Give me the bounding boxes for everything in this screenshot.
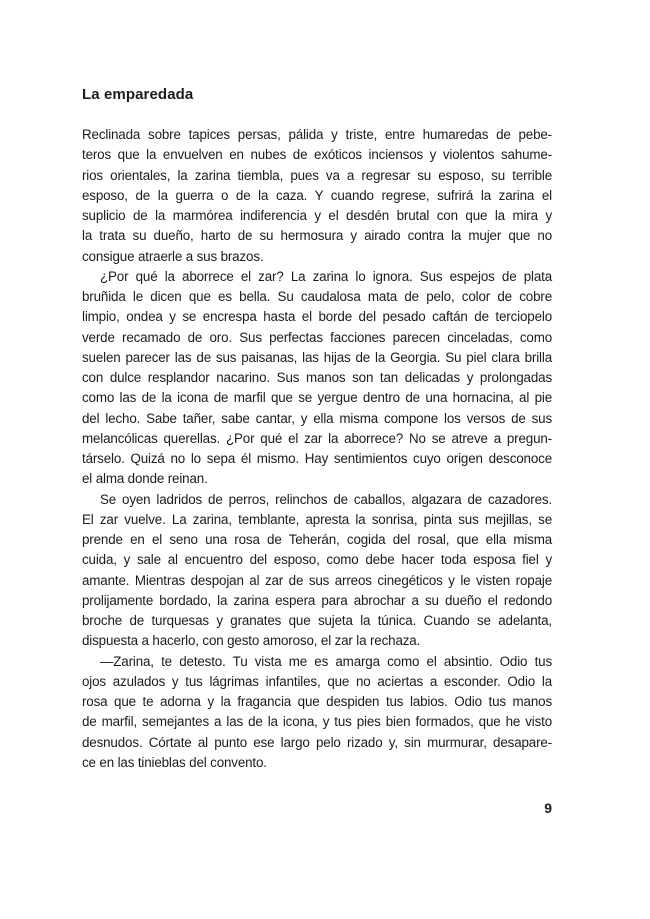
paragraph-4-line: de marfil, semejantes a las de la icona, y tus pies bien formados, que he visto bbox=[82, 714, 552, 730]
paragraph-1-line: suplicio de la marmórea indiferencia y el desdén brutal con que la mira y bbox=[82, 208, 552, 223]
paragraph-2-line: suelen parecer las de sus paisanas, las hijas de la Georgia. Su piel clara brilla bbox=[82, 349, 552, 365]
paragraph-2-line: del lecho. Sabe tañer, sabe cantar, y ella misma compone los versos de sus bbox=[82, 410, 552, 426]
paragraph-3-line: amante. Mientras despojan al zar de sus arreos cinegéticos y le visten ropaje bbox=[82, 572, 552, 588]
paragraph-2-line: melancólicas querellas. ¿Por qué el zar la aborrece? No se atreve a pregun- bbox=[82, 430, 552, 446]
paragraph-3-line: prolijamente bordado, la zarina espera para abrochar a su dueño el redondo bbox=[82, 592, 552, 608]
paragraph-1-line: esposo, de la guerra o de la caza. Y cuando regrese, sufrirá la zarina el bbox=[82, 187, 552, 203]
paragraph-2-line: verde recamado de oro. Sus perfectas facciones parecen cinceladas, como bbox=[82, 329, 552, 345]
paragraph-3-line: El zar vuelve. La zarina, temblante, apresta la sonrisa, pinta sus mejillas, se bbox=[82, 511, 552, 527]
chapter-body bbox=[82, 125, 552, 773]
paragraph-4-line: —Zarina, te detesto. Tu vista me es amarga como el absintio. Odio tus bbox=[100, 653, 552, 669]
paragraph-2-line: limpio, ondea y se encrespa hasta el borde del pesado caftán de terciopelo bbox=[82, 309, 552, 325]
paragraph-3-line: dispuesta a hacerlo, con gesto amoroso, el zar la rechaza. bbox=[82, 633, 421, 649]
paragraph-1-line: teros que la envuelven en nubes de exóticos inciensos y violentos sahume- bbox=[82, 147, 552, 163]
paragraph-2-line: como las de la icona de marfil que se yergue dentro de una hornacina, al pie bbox=[82, 390, 552, 406]
paragraph-4-line: desnudos. Córtate al punto ese largo pelo rizado y, sin murmurar, desapare- bbox=[82, 734, 552, 750]
paragraph-4-line: ce en las tinieblas del convento. bbox=[82, 754, 267, 770]
paragraph-2-line: ¿Por qué la aborrece el zar? La zarina lo ignora. Sus espejos de plata bbox=[100, 268, 552, 284]
chapter-title: La emparedada bbox=[82, 86, 194, 103]
paragraph-3-line: broche de turquesas y granates que sujeta la túnica. Cuando se adelanta, bbox=[82, 613, 552, 628]
paragraph-1-line: Reclinada sobre tapices persas, pálida y triste, entre humaredas de pebe- bbox=[82, 127, 552, 142]
paragraph-4-line: rosa que te adorna y la fragancia que despiden tus labios. Odio tus manos bbox=[82, 694, 552, 709]
paragraph-1-line: la trata su dueño, harto de su hermosura y airado contra la mujer que no bbox=[82, 228, 552, 244]
paragraph-3-line: cuida, y sale al encuentro del esposo, como debe hacer toda esposa fiel y bbox=[82, 552, 552, 568]
paragraph-3-line: prende en el seno una rosa de Teherán, cogida del rosal, que ella misma bbox=[82, 532, 552, 547]
page-number: 9 bbox=[544, 800, 552, 816]
paragraph-2-line: társelo. Quizá no lo sepa él mismo. Hay sentimientos cuyo origen desconoce bbox=[82, 451, 552, 466]
paragraph-4-line: ojos azulados y tus lágrimas infantiles, que no aciertas a esconder. Odio la bbox=[82, 673, 552, 689]
paragraph-1-line: consigue atraerle a sus brazos. bbox=[82, 248, 264, 264]
paragraph-3-line: Se oyen ladridos de perros, relinchos de caballos, algazara de cazadores. bbox=[100, 491, 552, 507]
paragraph-2-line: bruñida le dicen que es bella. Su caudalosa mata de pelo, color de cobre bbox=[82, 289, 552, 304]
paragraph-2-line: con dulce resplandor nacarino. Sus manos son tan delicadas y prolongadas bbox=[82, 370, 552, 385]
paragraph-1-line: rios orientales, la zarina tiembla, pues va a regresar su esposo, su terrible bbox=[82, 167, 552, 183]
paragraph-2-line: el alma donde reinan. bbox=[82, 471, 208, 487]
